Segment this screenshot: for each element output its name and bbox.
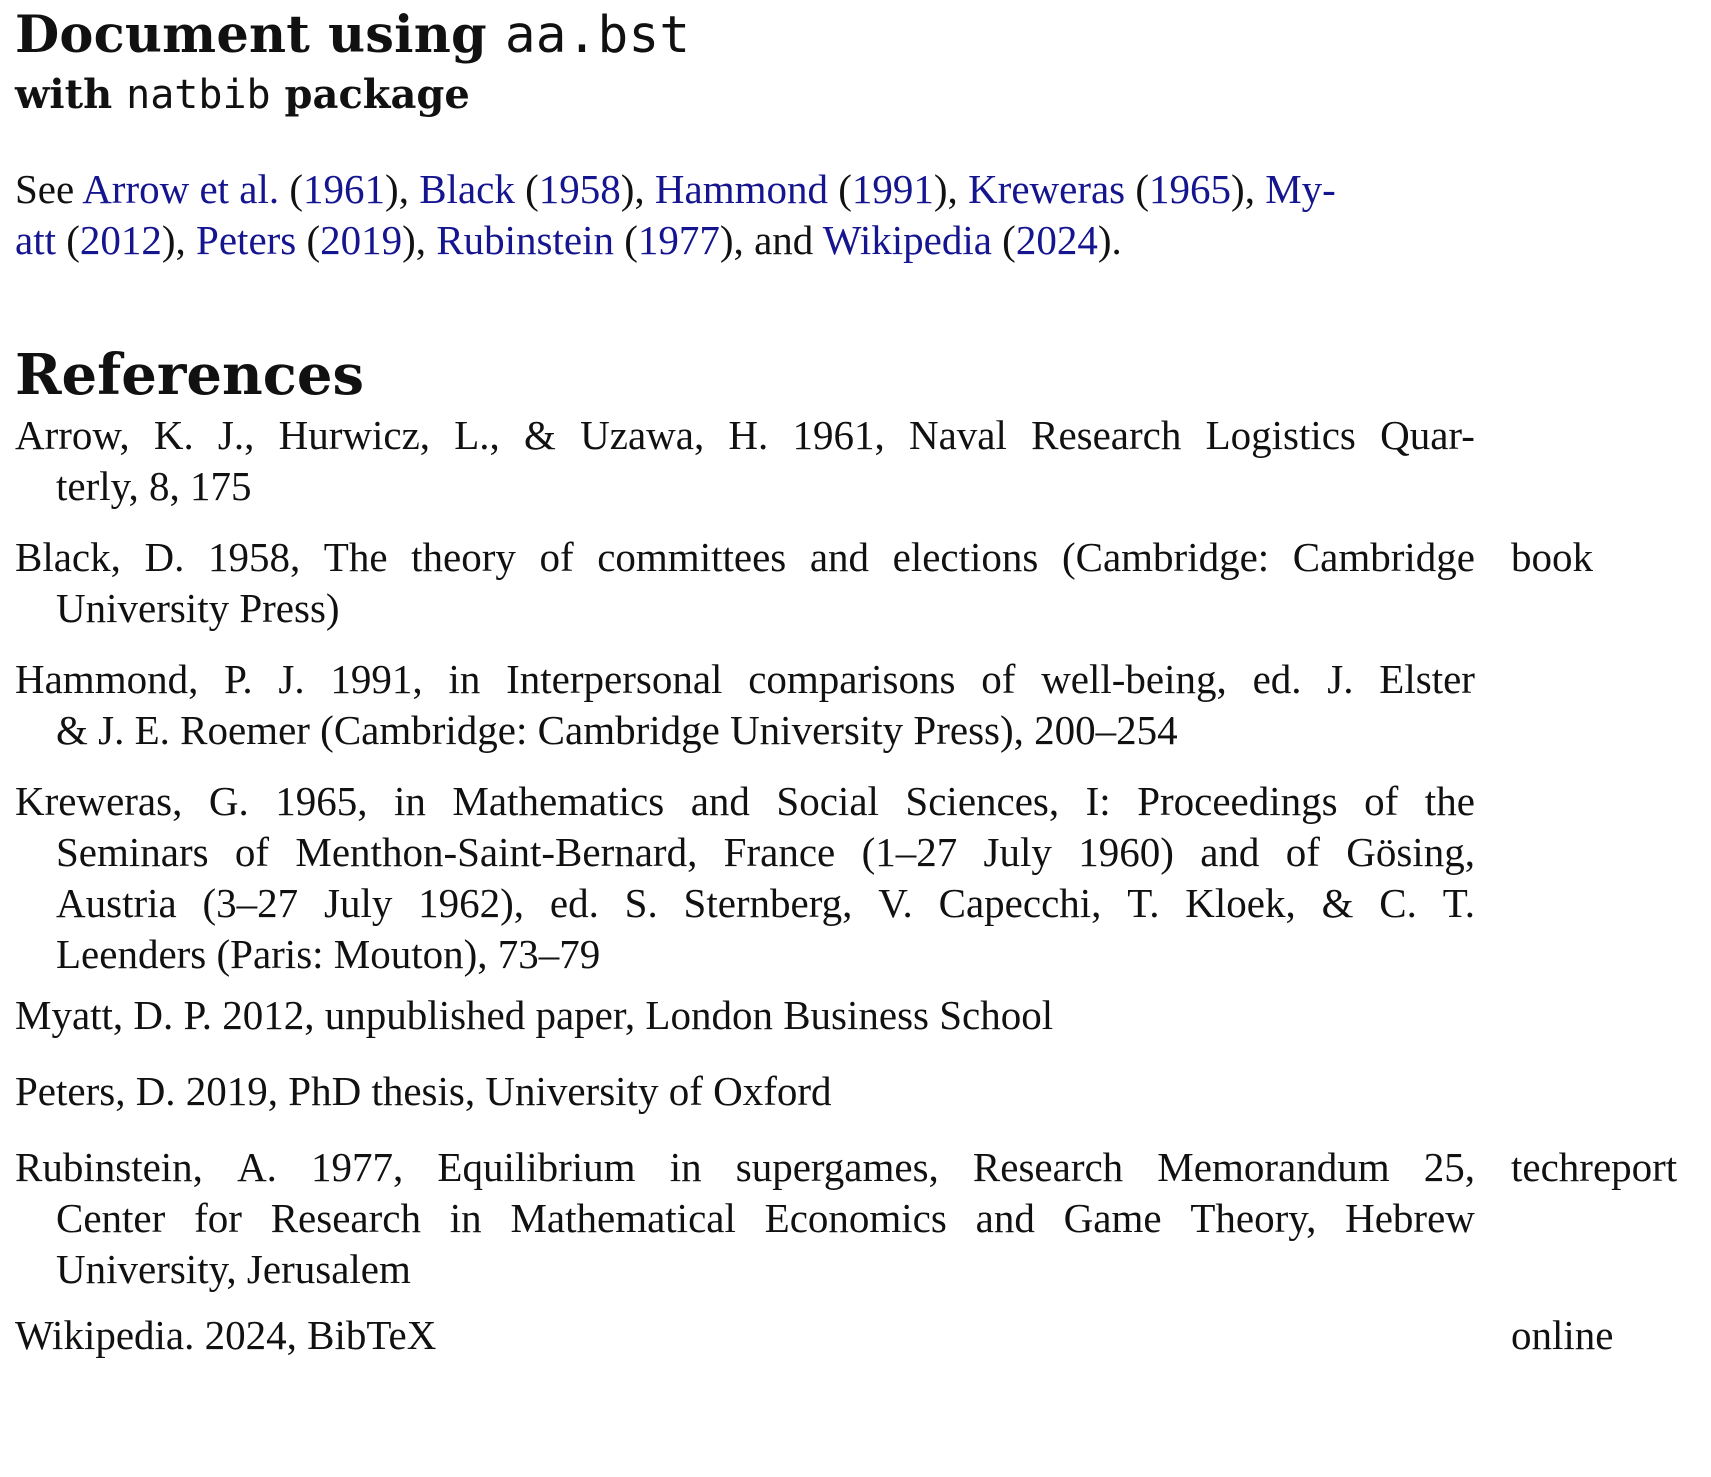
reference-word: A. bbox=[237, 1144, 277, 1190]
justified-line bbox=[15, 1142, 1475, 1193]
reference-word: France bbox=[723, 829, 836, 875]
reference-line bbox=[15, 532, 1475, 583]
subtitle-end: package bbox=[270, 71, 470, 118]
reference-word: J., bbox=[217, 412, 255, 458]
reference-word: Mathematics bbox=[452, 778, 665, 824]
reference-word: supergames, bbox=[735, 1144, 939, 1190]
reference-word: comparisons bbox=[748, 656, 956, 702]
citation-link-hammond[interactable]: Hammond bbox=[654, 166, 828, 212]
reference-word: D. bbox=[144, 534, 185, 580]
citation-year-wikipedia[interactable]: 2024 bbox=[1015, 217, 1098, 263]
reference-word: (1–27 bbox=[861, 829, 958, 875]
reference-text bbox=[15, 990, 1475, 1041]
citation-year-kreweras[interactable]: 1965 bbox=[1149, 166, 1232, 212]
citation-year-black[interactable]: 1958 bbox=[538, 166, 621, 212]
reference-word: 1991, bbox=[330, 656, 423, 702]
reference-word: 1961, bbox=[792, 412, 885, 458]
reference-word: 1960) bbox=[1078, 829, 1174, 875]
reference-word: Rubinstein, bbox=[15, 1144, 203, 1190]
reference-line bbox=[15, 410, 1475, 461]
reference-word: of bbox=[1364, 778, 1399, 824]
reference-word: Hurwicz, bbox=[278, 412, 431, 458]
reference-word: Research bbox=[1031, 412, 1182, 458]
reference-line bbox=[15, 654, 1475, 705]
reference-text bbox=[15, 410, 1475, 512]
reference-text bbox=[15, 654, 1475, 756]
reference-word: theory bbox=[411, 534, 516, 580]
reference-word: in bbox=[393, 778, 426, 824]
reference-word: (3–27 bbox=[202, 880, 299, 926]
reference-word: in bbox=[669, 1144, 702, 1190]
reference-word: Proceedings bbox=[1137, 778, 1338, 824]
reference-line bbox=[15, 827, 1475, 878]
reference-word: Game bbox=[1063, 1195, 1162, 1241]
reference-word: 1965, bbox=[275, 778, 368, 824]
subtitle-text: with bbox=[15, 71, 127, 118]
reference-text bbox=[15, 1066, 1475, 1117]
justified-line bbox=[15, 410, 1475, 461]
reference-word: of bbox=[234, 829, 270, 875]
reference-word: July bbox=[323, 880, 393, 926]
reference-word: Mathematical bbox=[510, 1195, 736, 1241]
reference-word: Equilibrium bbox=[437, 1144, 636, 1190]
reference-word: K. bbox=[153, 412, 194, 458]
reference-word: J. bbox=[278, 656, 305, 702]
reference-word: Economics bbox=[764, 1195, 947, 1241]
reference-word: Sternberg, bbox=[683, 880, 853, 926]
title-text: Document using bbox=[15, 5, 505, 65]
reference-word: Arrow, bbox=[15, 412, 130, 458]
citation-year-myatt[interactable]: 2012 bbox=[79, 217, 162, 263]
reference-line bbox=[15, 878, 1475, 929]
intro-line-1: See Arrow et al. (1961), Black (1958), Hammond (1991), Kreweras (1965), My- bbox=[15, 166, 1336, 212]
reference-word: of bbox=[539, 534, 574, 580]
reference-word: Capecchi, bbox=[938, 880, 1102, 926]
reference-word: Research bbox=[270, 1195, 421, 1241]
reference-line bbox=[15, 1142, 1475, 1193]
reference-word: Uzawa, bbox=[580, 412, 705, 458]
reference-word: Quar- bbox=[1380, 412, 1475, 458]
reference-word: 1958, bbox=[207, 534, 301, 580]
reference-word: Black, bbox=[15, 534, 121, 580]
subtitle-code: natbib bbox=[126, 72, 271, 118]
citation-link-myatt[interactable]: My- bbox=[1265, 166, 1336, 212]
reference-word: Theory, bbox=[1190, 1195, 1317, 1241]
intro-see: See bbox=[15, 166, 83, 212]
page-title bbox=[15, 4, 690, 67]
reference-word: Hebrew bbox=[1345, 1195, 1475, 1241]
reference-word: Research bbox=[972, 1144, 1124, 1190]
reference-word: the bbox=[1424, 778, 1475, 824]
reference-text bbox=[15, 1142, 1475, 1295]
reference-word: S. bbox=[624, 880, 658, 926]
reference-word: Hammond, bbox=[15, 656, 199, 702]
citation-link-peters[interactable]: Peters bbox=[196, 217, 297, 263]
title-code: aa.bst bbox=[504, 6, 691, 65]
reference-word: Naval bbox=[908, 412, 1007, 458]
citation-year-peters[interactable]: 2019 bbox=[320, 217, 403, 263]
reference-line bbox=[15, 1193, 1475, 1244]
reference-text bbox=[15, 776, 1475, 980]
reference-text bbox=[15, 1310, 1475, 1361]
reference-line: Peters, D. 2019, PhD thesis, University of Oxford bbox=[15, 1068, 832, 1114]
intro-and: and bbox=[754, 217, 814, 263]
reference-word: G. bbox=[208, 778, 249, 824]
reference-word: & bbox=[524, 412, 556, 458]
reference-word: ed. bbox=[549, 880, 599, 926]
citation-link-rubinstein[interactable]: Rubinstein bbox=[436, 217, 614, 263]
reference-word: Austria bbox=[56, 880, 177, 926]
justified-line bbox=[15, 532, 1475, 583]
reference-word: Menthon-Saint-Bernard, bbox=[295, 829, 698, 875]
reference-text bbox=[15, 532, 1475, 634]
reference-line bbox=[15, 776, 1475, 827]
intro-end: . bbox=[1111, 217, 1122, 263]
reference-word: T. bbox=[1442, 880, 1475, 926]
reference-word: elections bbox=[892, 534, 1039, 580]
reference-type-label: online bbox=[1511, 1312, 1614, 1358]
reference-word: The bbox=[323, 534, 388, 580]
reference-line: & J. E. Roemer (Cambridge: Cambridge University Press), 200–254 bbox=[56, 707, 1178, 753]
references-heading: References bbox=[15, 342, 364, 408]
citation-link-myatt-cont[interactable]: att bbox=[15, 217, 56, 263]
reference-word: I: bbox=[1085, 778, 1111, 824]
reference-word: Memorandum bbox=[1157, 1144, 1390, 1190]
intro-paragraph bbox=[15, 164, 1485, 266]
reference-word: Interpersonal bbox=[506, 656, 723, 702]
reference-word: and bbox=[690, 778, 750, 824]
citation-link-arrow[interactable]: Arrow et al. bbox=[82, 166, 280, 212]
reference-word: T. bbox=[1127, 880, 1160, 926]
reference-word: V. bbox=[878, 880, 913, 926]
reference-word: & bbox=[1321, 880, 1354, 926]
reference-word: (Cambridge: bbox=[1061, 534, 1270, 580]
reference-word: of bbox=[981, 656, 1016, 702]
reference-word: C. bbox=[1379, 880, 1417, 926]
justified-line bbox=[15, 654, 1475, 705]
reference-type-label: techreport bbox=[1511, 1144, 1678, 1190]
reference-word: Kreweras, bbox=[15, 778, 183, 824]
citation-link-kreweras[interactable]: Kreweras bbox=[968, 166, 1126, 212]
reference-word: J. bbox=[1327, 656, 1354, 702]
reference-word: in bbox=[449, 1195, 482, 1241]
citation-link-wikipedia[interactable]: Wikipedia bbox=[822, 217, 992, 263]
reference-word: committees bbox=[597, 534, 787, 580]
reference-word: 1977, bbox=[311, 1144, 404, 1190]
reference-type-label: book bbox=[1511, 534, 1593, 580]
reference-word: and bbox=[809, 534, 870, 580]
reference-line: Wikipedia. 2024, BibTeX bbox=[15, 1312, 437, 1358]
reference-word: and bbox=[1200, 829, 1260, 875]
justified-line bbox=[15, 776, 1475, 827]
citation-year-hammond[interactable]: 1991 bbox=[851, 166, 934, 212]
reference-word: Kloek, bbox=[1185, 880, 1296, 926]
intro-line-2: att (2012), Peters (2019), Rubinstein (1977), and Wikipedia (2024). bbox=[15, 217, 1122, 263]
reference-word: well-being, bbox=[1041, 656, 1227, 702]
reference-word: Center bbox=[56, 1195, 166, 1241]
page-subtitle bbox=[15, 70, 470, 120]
reference-line: terly, 8, 175 bbox=[56, 463, 252, 509]
reference-word: in bbox=[448, 656, 481, 702]
reference-word: 1962), bbox=[418, 880, 525, 926]
reference-word: H. bbox=[728, 412, 769, 458]
reference-word: Sciences, bbox=[905, 778, 1060, 824]
reference-word: July bbox=[983, 829, 1052, 875]
reference-line: Leenders (Paris: Mouton), 73–79 bbox=[56, 931, 601, 977]
reference-word: Social bbox=[776, 778, 879, 824]
reference-word: Seminars bbox=[56, 829, 209, 875]
citation-link-black[interactable]: Black bbox=[419, 166, 515, 212]
reference-word: Gösing, bbox=[1346, 829, 1475, 875]
citation-year-rubinstein[interactable]: 1977 bbox=[637, 217, 720, 263]
reference-word: L., bbox=[454, 412, 500, 458]
justified-line bbox=[56, 827, 1475, 878]
reference-word: P. bbox=[224, 656, 253, 702]
justified-line bbox=[56, 878, 1475, 929]
reference-word: 25, bbox=[1423, 1144, 1475, 1190]
reference-word: Cambridge bbox=[1292, 534, 1475, 580]
citation-year-arrow[interactable]: 1961 bbox=[303, 166, 386, 212]
reference-word: ed. bbox=[1252, 656, 1302, 702]
reference-word: of bbox=[1285, 829, 1320, 875]
justified-line bbox=[56, 1193, 1475, 1244]
reference-line: University Press) bbox=[56, 585, 340, 631]
reference-word: Elster bbox=[1379, 656, 1475, 702]
reference-line: University, Jerusalem bbox=[56, 1246, 411, 1292]
reference-line: Myatt, D. P. 2012, unpublished paper, London Business School bbox=[15, 992, 1054, 1038]
reference-word: for bbox=[194, 1195, 242, 1241]
reference-word: Logistics bbox=[1205, 412, 1356, 458]
reference-word: and bbox=[975, 1195, 1035, 1241]
